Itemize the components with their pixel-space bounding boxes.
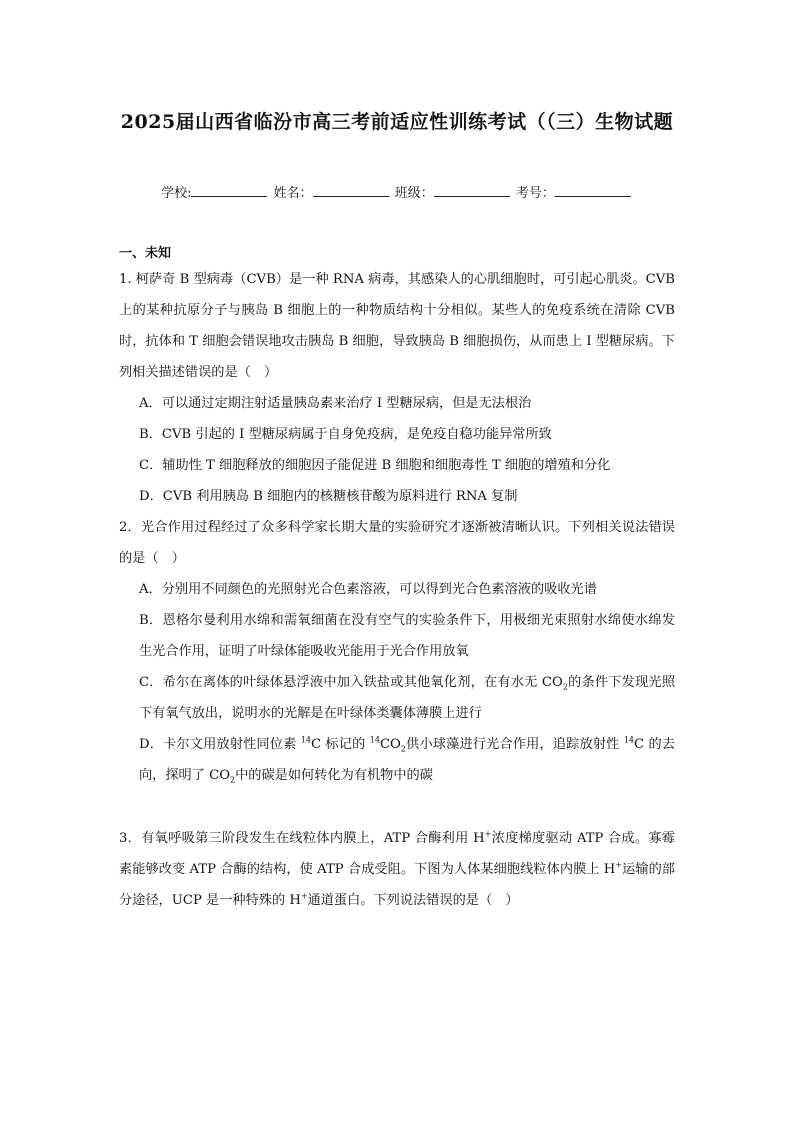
- q2d-sup-2: 14: [369, 735, 380, 745]
- q3-text-4: 通道蛋白。下列说法错误的是（ ）: [307, 893, 519, 908]
- question-1-option-c: C．辅助性 T 细胞释放的细胞因子能促进 B 细胞和细胞毒性 T 细胞的增殖和分化: [139, 458, 611, 473]
- question-1-stem: 1. 柯萨奇 B 型病毒（CVB）是一种 RNA 病毒，其感染人的心肌细胞时，可引起心肌炎。CVB 上的某种抗原分子与胰岛 B 细胞上的一种物质结构十分相似。某些人的免疫系统在清除 CVB 时，抗体和 T 细胞会错误地攻击胰岛 B 细胞，导致胰岛 B 细胞损伤，从而患上 I 型糖尿病。下列相关描述错误的是（ ）: [119, 272, 675, 380]
- q2d-text-4: 供小球藻进行光合作用，追踪放射性: [405, 737, 624, 752]
- school-label: 学校:: [161, 186, 192, 201]
- question-1-option-b: B．CVB 引起的 I 型糖尿病属于自身免疫病，是免疫自稳功能异常所致: [139, 427, 552, 442]
- class-label: 班级：: [394, 186, 434, 201]
- q3-sup-1: +: [484, 829, 492, 839]
- q2d-sup-3: 14: [623, 735, 635, 745]
- q2d-text-3: CO: [379, 737, 401, 752]
- section-heading: 一、未知: [119, 246, 172, 261]
- question-2-option-c: [119, 667, 675, 729]
- q2d-text-2: C 标记的: [310, 737, 370, 752]
- question-2-stem: 2．光合作用过程经过了众多科学家长期大量的实验研究才逐渐被清晰认识。下列相关说法错误的是（ ）: [119, 520, 675, 566]
- question-1-option-d: D．CVB 利用胰岛 B 细胞内的核糖核苷酸为原料进行 RNA 复制: [139, 489, 518, 504]
- school-blank[interactable]: [191, 182, 267, 197]
- question-2-option-a: A．分别用不同颜色的光照射光合色素溶液，可以得到光合色素溶液的吸收光谱: [139, 582, 597, 597]
- q3-text-3: 运输的部分途径，UCP 是一种特殊的 H: [119, 862, 675, 908]
- question-3: [119, 823, 675, 916]
- q2d-text-1: D．卡尔文用放射性同位素: [139, 737, 301, 752]
- q2d-text-5: C 的去向，探明了 CO: [139, 737, 675, 783]
- q2c-text-2: 的条件下发现光照下有氧气放出，说明水的光解是在叶绿体类囊体薄膜上进行: [139, 675, 676, 721]
- question-3-stem: [119, 823, 675, 916]
- exam-number-label: 考号：: [515, 186, 555, 201]
- exam-title: 2025届山西省临汾市高三考前适应性训练考试（（三）生物试题: [120, 111, 674, 133]
- q3-sup-2: +: [615, 860, 623, 870]
- student-info-line: [0, 182, 794, 204]
- class-blank[interactable]: [434, 182, 510, 197]
- name-blank[interactable]: [313, 182, 389, 197]
- q2d-sub-2: 2: [230, 775, 236, 785]
- question-2: [119, 512, 675, 791]
- q2c-sub: 2: [562, 682, 568, 692]
- q3-text-2: 浓度梯度驱动 ATP 合成。寡霉素能够改变 ATP 合酶的结构，使 ATP 合成受阻。下图为人体某细胞线粒体内膜上 H: [119, 831, 675, 877]
- q3-text-1: 3．有氧呼吸第三阶段发生在线粒体内膜上，ATP 合酶利用 H: [119, 831, 485, 846]
- question-1: [119, 264, 675, 512]
- question-2-option-d: [119, 729, 675, 791]
- q3-sup-3: +: [300, 891, 308, 901]
- name-label: 姓名：: [273, 186, 313, 201]
- question-1-option-a: A．可以通过定期注射适量胰岛素来治疗 I 型糖尿病，但是无法根治: [139, 396, 532, 411]
- q2d-sup-1: 14: [300, 735, 311, 745]
- q2d-text-6: 中的碳是如何转化为有机物中的碳: [235, 768, 433, 783]
- question-2-option-b: B．恩格尔曼利用水绵和需氧细菌在没有空气的实验条件下，用极细光束照射水绵使水绵发生光合作用，证明了叶绿体能吸收光能用于光合作用放氧: [139, 613, 675, 659]
- q2c-text-1: C．希尔在离体的叶绿体悬浮液中加入铁盐或其他氧化剂，在有水无 CO: [139, 675, 563, 690]
- q2d-sub-1: 2: [400, 744, 406, 754]
- exam-number-blank[interactable]: [555, 182, 631, 197]
